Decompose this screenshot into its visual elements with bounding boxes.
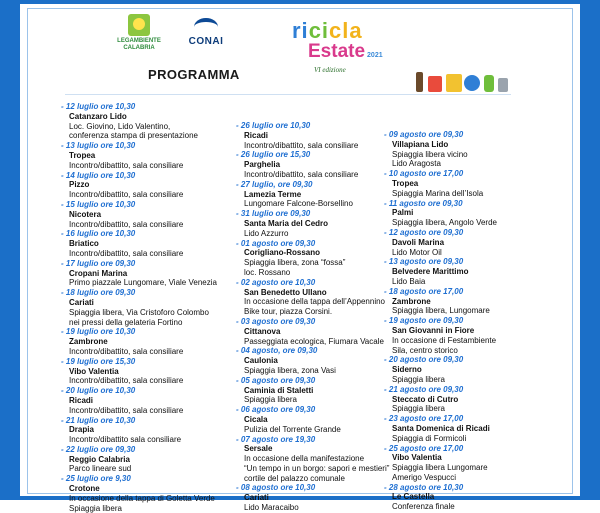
event-date: - 05 agosto ore 09,30: [236, 375, 316, 385]
event-date: - 03 agosto ore 09,30: [236, 316, 316, 326]
event-place: Siderno: [392, 365, 422, 375]
program-event: [61, 445, 241, 474]
event-detail: In occasione di Festambiente: [392, 335, 497, 345]
event-date: - 27 luglio, ore 09,30: [236, 179, 313, 189]
program-event: [61, 259, 241, 288]
ricicla-title: [292, 20, 392, 42]
event-date: - 15 luglio ore 10,30: [61, 199, 136, 209]
event-date: - 17 luglio ore 09,30: [61, 258, 136, 268]
legambiente-icon: [128, 14, 150, 36]
event-place: Briatico: [69, 239, 99, 249]
event-place: Zambrone: [69, 337, 108, 347]
ricicla-estate-word: [308, 42, 392, 66]
event-date: - 01 agosto ore 09,30: [236, 238, 316, 248]
event-detail: Lido Maracaibo: [244, 503, 299, 513]
event-detail: nei pressi della gelateria Fortino: [69, 317, 183, 327]
event-place: Parghelia: [244, 160, 281, 170]
program-column-1: [61, 102, 241, 513]
event-detail: cortile del palazzo comunale: [244, 473, 345, 483]
event-place: Le Castella: [392, 492, 435, 502]
program-event: [61, 102, 241, 141]
event-detail: In occasione della manifestazione: [244, 454, 365, 464]
program-event: [384, 169, 534, 198]
event-place: Sersale: [244, 444, 273, 454]
event-detail: Spiaggia libera: [244, 395, 297, 405]
event-date: - 25 luglio ore 9,30: [61, 474, 131, 484]
event-detail: Incontro/dibattito, sala consiliare: [69, 248, 184, 258]
ricicla-estate-label: Estate: [308, 41, 366, 62]
event-date: - 20 agosto ore 09,30: [384, 355, 464, 365]
event-date: - 26 luglio ore 15,30: [236, 150, 311, 160]
mascot-box-icon: [446, 74, 462, 92]
program-column-3: [384, 130, 534, 512]
event-date: - 21 agosto ore 09,30: [384, 384, 464, 394]
event-detail: Spiaggia libera Lungomare: [392, 463, 488, 473]
event-date: - 14 luglio ore 10,30: [61, 170, 136, 180]
ricicla-estate-logo: [292, 20, 392, 82]
event-detail: Passeggiata ecologica, Fiumara Vacale: [244, 336, 384, 346]
event-date: - 04 agosto, ore 09,30: [236, 346, 318, 356]
program-event: [61, 229, 241, 258]
program-event: [384, 444, 534, 483]
event-detail: Spiaggia libera vicino: [392, 149, 468, 159]
event-date: - 02 agosto ore 10,30: [236, 277, 316, 287]
conai-label: CONAI: [188, 36, 224, 47]
program-event: [384, 130, 534, 169]
event-place: Cittanova: [244, 326, 281, 336]
event-place: Davoli Marina: [392, 237, 445, 247]
event-detail: Primo piazzale Lungomare, Viale Venezia: [69, 278, 217, 288]
program-event: [384, 414, 534, 443]
event-place: Tropea: [392, 178, 419, 188]
event-place: Steccato di Cutro: [392, 394, 459, 404]
event-place: Tropea: [69, 150, 96, 160]
event-detail: Spiaggia di Formicoli: [392, 433, 467, 443]
program-event: [61, 141, 241, 170]
event-place: Zambrone: [392, 296, 431, 306]
legambiente-label: LEGAMBIENTE CALABRIA: [117, 38, 161, 51]
event-place: Santa Maria del Cedro: [244, 218, 329, 228]
event-place: Cicala: [244, 414, 268, 424]
event-place: San Giovanni in Fiore: [392, 325, 475, 335]
program-event: [384, 257, 534, 286]
event-date: - 10 agosto ore 17,00: [384, 169, 464, 179]
event-detail: “Un tempo in un borgo: sapori e mestieri”: [244, 463, 390, 473]
event-date: - 23 agosto ore 17,00: [384, 414, 464, 424]
event-detail: conferenza stampa di presentazione: [69, 131, 198, 141]
program-event: [61, 288, 241, 327]
program-event: [384, 228, 534, 257]
event-place: Santa Domenica di Ricadi: [392, 423, 490, 433]
event-detail: Sila, centro storico: [392, 345, 458, 355]
event-date: - 18 luglio ore 09,30: [61, 288, 136, 298]
event-detail: In occasione della tappa di Goletta Verde: [69, 493, 215, 503]
event-date: - 12 luglio ore 10,30: [61, 102, 136, 111]
event-detail: Spiaggia libera, Via Cristoforo Colombo: [69, 307, 209, 317]
program-event: [61, 327, 241, 356]
event-detail: Incontro/dibattito, sala consiliare: [69, 405, 184, 415]
event-place: Caminia di Staletti: [244, 385, 314, 395]
event-detail: Spiaggia libera, Lungomare: [392, 306, 490, 316]
event-date: - 26 luglio ore 10,30: [236, 121, 311, 130]
mascot-bin-icon: [428, 76, 442, 92]
event-detail: Spiaggia libera: [69, 503, 122, 513]
event-detail: Incontro/dibattito, sala consiliare: [244, 169, 359, 179]
event-detail: loc. Rossano: [244, 267, 291, 277]
program-event: [61, 474, 241, 513]
event-date: - 12 agosto ore 09,30: [384, 227, 464, 237]
event-detail: Incontro/dibattito, sala consiliare: [69, 219, 184, 229]
event-place: San Benedetto Ullano: [244, 287, 327, 297]
event-date: - 13 agosto ore 09,30: [384, 257, 464, 267]
event-detail: Conferenza finale: [392, 502, 455, 512]
event-date: - 07 agosto ore 19,30: [236, 434, 316, 444]
event-detail: Spiaggia libera, Angolo Verde: [392, 218, 497, 228]
ricicla-edizione: VI edizione: [314, 66, 346, 74]
program-event: [61, 416, 241, 445]
event-detail: Incontro/dibattito sala consiliare: [69, 435, 182, 445]
event-detail: Lungomare Falcone-Borsellino: [244, 199, 353, 209]
event-place: Cariati: [69, 297, 94, 307]
event-detail: Amerigo Vespucci: [392, 472, 457, 482]
ricicla-title-part: cla: [329, 18, 363, 43]
event-date: - 08 agosto ore 10,30: [236, 483, 316, 493]
program-event: [61, 386, 241, 415]
event-place: Villapiana Lido: [392, 139, 449, 149]
event-detail: Incontro/dibattito, sala consiliare: [69, 190, 184, 200]
event-detail: Bike tour, piazza Corsini.: [244, 307, 333, 317]
event-detail: Spiaggia Marina dell’Isola: [392, 188, 484, 198]
ricicla-title-part: ci: [308, 18, 330, 43]
event-detail: Incontro/dibattito, sala consiliare: [244, 140, 359, 150]
event-detail: Incontro/dibattito, sala consiliare: [69, 160, 184, 170]
legambiente-logo: [110, 14, 168, 62]
event-place: Belvedere Marittimo: [392, 267, 469, 277]
event-place: Pizzo: [69, 180, 90, 190]
mascot-bottle-icon: [416, 72, 423, 92]
program-event: [61, 200, 241, 229]
conai-logo: [178, 18, 234, 58]
event-date: - 19 luglio ore 15,30: [61, 356, 136, 366]
event-place: Reggio Calabria: [69, 454, 130, 464]
event-place: Ricadi: [69, 395, 94, 405]
event-date: - 09 agosto ore 09,30: [384, 130, 464, 139]
program-event: [61, 171, 241, 200]
event-detail: Lido Aragosta: [392, 159, 441, 169]
event-detail: Spiaggia libera: [392, 374, 445, 384]
event-date: - 13 luglio ore 10,30: [61, 141, 136, 151]
event-date: - 21 luglio ore 10,30: [61, 415, 136, 425]
event-place: Cariati: [244, 493, 269, 503]
conai-arc-icon: [194, 18, 218, 36]
event-detail: Incontro/dibattito, sala consiliare: [69, 346, 184, 356]
event-detail: Loc. Giovino, Lido Valentino,: [69, 121, 171, 131]
event-date: - 11 agosto ore 09,30: [384, 198, 463, 208]
ricicla-title-part: ri: [292, 18, 309, 43]
event-detail: Incontro/dibattito, sala consiliare: [69, 376, 184, 386]
event-date: - 28 agosto ore 10,30: [384, 482, 464, 492]
header-divider: [65, 94, 511, 95]
event-place: Vibo Valentia: [392, 453, 442, 463]
event-date: - 19 luglio ore 10,30: [61, 327, 136, 337]
mascot-glass-icon: [484, 75, 494, 92]
program-event: [384, 355, 534, 384]
event-detail: Spiaggia libera, zona Vasi: [244, 365, 336, 375]
programma-heading: PROGRAMMA: [148, 67, 240, 82]
event-date: - 19 agosto ore 09,30: [384, 316, 464, 326]
event-place: Catanzaro Lido: [69, 111, 127, 121]
event-place: Drapia: [69, 425, 94, 435]
event-date: - 18 agosto ore 17,00: [384, 286, 464, 296]
program-event: [61, 357, 241, 386]
event-detail: In occasione della tappa dell’Appennino: [244, 297, 385, 307]
event-place: Nicotera: [69, 209, 102, 219]
program-event: [384, 483, 534, 512]
event-date: - 16 luglio ore 10,30: [61, 229, 136, 239]
event-place: Vibo Valentia: [69, 366, 119, 376]
event-detail: Parco lineare sud: [69, 464, 132, 474]
event-place: Cropani Marina: [69, 268, 128, 278]
event-date: - 20 luglio ore 10,30: [61, 386, 136, 396]
event-place: Palmi: [392, 208, 414, 218]
program-event: [384, 316, 534, 355]
event-date: - 31 luglio ore 09,30: [236, 209, 311, 219]
event-place: Ricadi: [244, 130, 269, 140]
event-detail: Lido Motor Oil: [392, 247, 442, 257]
event-place: Lamezia Terme: [244, 189, 302, 199]
mascot-bag-icon: [498, 78, 508, 92]
event-place: Crotone: [69, 484, 100, 494]
event-detail: Spiaggia libera: [392, 404, 445, 414]
event-date: - 06 agosto ore 09,30: [236, 405, 316, 415]
event-date: - 22 luglio ore 09,30: [61, 444, 136, 454]
program-event: [384, 287, 534, 316]
ricicla-year: 2021: [367, 52, 383, 59]
event-place: Corigliano-Rossano: [244, 248, 321, 258]
event-detail: Spiaggia libera, zona “fossa”: [244, 258, 346, 268]
event-place: Caulonia: [244, 356, 278, 366]
program-event: [384, 385, 534, 414]
mascot-can-icon: [464, 75, 480, 91]
program-event: [384, 199, 534, 228]
event-date: - 25 agosto ore 17,00: [384, 443, 464, 453]
recycling-mascots-illustration: [414, 66, 510, 96]
event-detail: Pulizia del Torrente Grande: [244, 424, 341, 434]
event-detail: Lido Azzurro: [244, 228, 289, 238]
event-detail: Lido Baia: [392, 276, 426, 286]
